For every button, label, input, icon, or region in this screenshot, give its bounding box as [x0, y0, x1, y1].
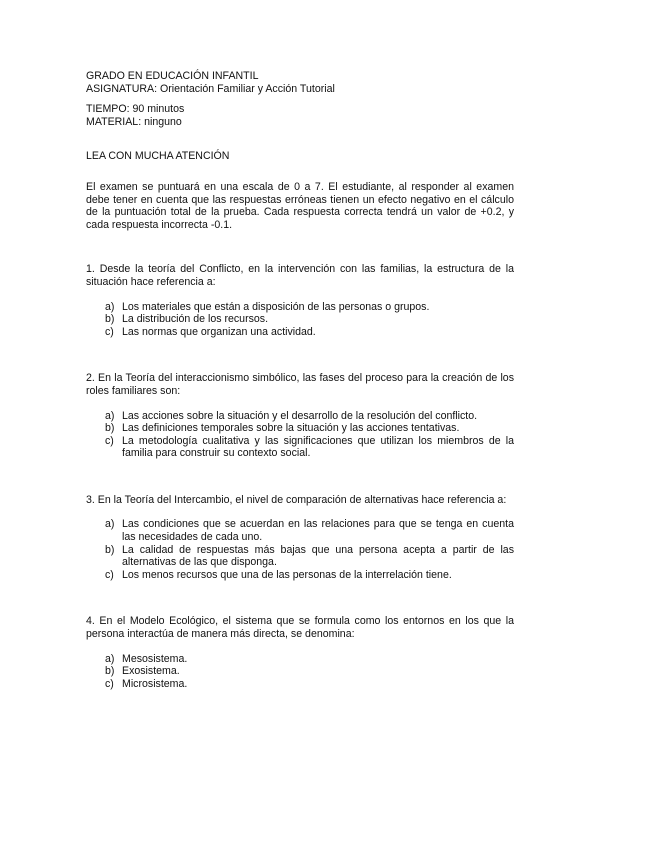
option-a [86, 301, 514, 314]
option-letter: b) [105, 543, 115, 556]
option-text: Exosistema. [122, 665, 180, 678]
option-list [86, 301, 514, 339]
option-letter: c) [105, 325, 114, 338]
attention-heading: LEA CON MUCHA ATENCIÓN [86, 150, 230, 163]
question-4 [86, 615, 514, 690]
option-list [86, 410, 514, 460]
option-letter: a) [105, 300, 115, 313]
option-letter: a) [105, 409, 115, 422]
option-text: Las normas que organizan una actividad. [122, 325, 316, 338]
option-c [86, 678, 514, 691]
option-letter: c) [105, 568, 114, 581]
option-c [86, 435, 514, 460]
exam-material: MATERIAL: ninguno [86, 115, 182, 128]
option-c [86, 569, 514, 582]
option-letter: b) [105, 422, 115, 435]
option-text: La calidad de respuestas más bajas que una persona acepta a partir de las alternativas de las que disponga. [122, 543, 514, 569]
option-a [86, 653, 514, 666]
question-stem: 2. En la Teoría del interaccionismo simbólico, las fases del proceso para la creación de los roles familiares son: [86, 372, 514, 397]
question-1 [86, 263, 514, 338]
option-text: La distribución de los recursos. [122, 313, 269, 326]
option-text: Mesosistema. [122, 652, 188, 665]
option-text: Las acciones sobre la situación y el desarrollo de la resolución del conflicto. [122, 409, 478, 422]
degree-title: GRADO EN EDUCACIÓN INFANTIL [86, 70, 259, 82]
course-header [86, 70, 514, 95]
option-text: Los materiales que están a disposición de las personas o grupos. [122, 300, 430, 313]
option-letter: b) [105, 665, 115, 678]
exam-conditions [86, 103, 514, 128]
exam-time: TIEMPO: 90 minutos [86, 103, 185, 116]
option-b [86, 422, 514, 435]
question-stem: 4. En el Modelo Ecológico, el sistema que se formula como los entornos en los que la persona interactúa de manera más directa, se denomina: [86, 615, 514, 641]
option-b [86, 313, 514, 326]
option-a [86, 410, 514, 423]
option-list [86, 518, 514, 581]
option-text: Microsistema. [122, 677, 188, 690]
option-letter: c) [105, 434, 114, 447]
question-stem: 1. Desde la teoría del Conflicto, en la intervención con las familias, la estructura de la situación hace referencia a: [86, 263, 514, 288]
option-text: La metodología cualitativa y las significaciones que utilizan los miembros de la familia para construir su contexto social. [122, 434, 514, 460]
option-b [86, 544, 514, 569]
option-c [86, 326, 514, 339]
option-letter: c) [105, 677, 114, 690]
option-text: Las condiciones que se acuerdan en las relaciones para que se tenga en cuenta las necesidades de cada uno. [122, 518, 514, 544]
option-a [86, 518, 514, 543]
question-3 [86, 494, 514, 582]
subject-title: ASIGNATURA: Orientación Familiar y Acción Tutorial [86, 82, 335, 95]
option-text: Los menos recursos que una de las personas de la interrelación tiene. [122, 568, 452, 581]
option-b [86, 665, 514, 678]
instructions-paragraph: El examen se puntuará en una escala de 0 a 7. El estudiante, al responder al examen debe tener en cuenta que las respuestas erróneas tienen un efecto negativo en el cálculo de la puntuación total de la prueba. Cada respuesta correcta tendrá un valor de +0.2, y cada respuesta incorrecta -0.1. [86, 180, 514, 231]
question-2 [86, 372, 514, 460]
question-stem: 3. En la Teoría del Intercambio, el nivel de comparación de alternativas hace referencia a: [86, 493, 507, 506]
option-text: Las definiciones temporales sobre la situación y las acciones tentativas. [122, 422, 460, 435]
option-letter: a) [105, 652, 115, 665]
exam-page [86, 70, 514, 690]
option-letter: a) [105, 518, 115, 531]
option-list [86, 653, 514, 691]
option-letter: b) [105, 313, 115, 326]
